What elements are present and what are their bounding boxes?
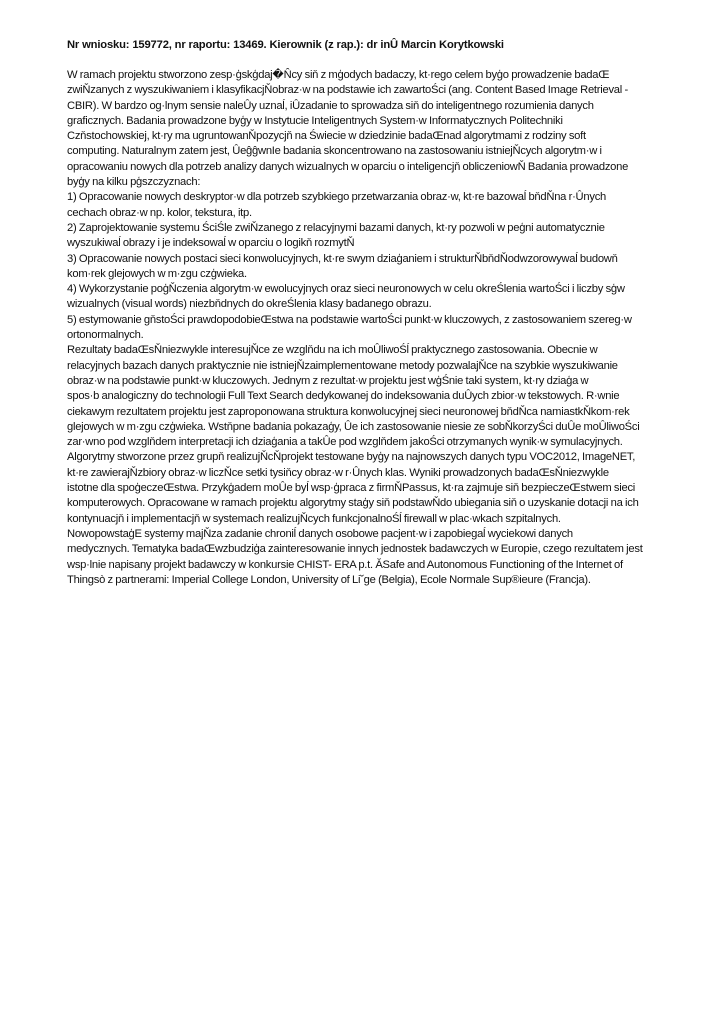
body-line: ciekawym rezultatem projektu jest zaproponowana struktura konwolucyjnej sieci neuronowej bňdŇca namiastkŇkom·rek <box>67 405 630 418</box>
body-line: 4) Wykorzystanie poģŇczenia algorytm·w ewolucyjnych oraz sieci neuronowych w celu okreŚlenia wartoŚci i liczby sģw <box>67 283 625 296</box>
body-line: Rezultaty badaŒsŇniezwykle interesujŇce ze wzglňdu na ich moÛliwoŚĺ praktycznego zastosowania. Obecnie w <box>67 344 598 357</box>
body-line: 1) Opracowanie nowych deskryptor·w dla potrzeb szybkiego przetwarzania obraz·w, kt·re bazowaĺ bňdŇna r·Ûnych <box>67 191 607 204</box>
body-line: 3) Opracowanie nowych postaci sieci konwolucyjnych, kt·re swym dziaģaniem i strukturŇbňdŇodwzorowywaĺ budowň <box>67 252 618 265</box>
body-line: 5) estymowanie gňstoŚci prawdopodobieŒstwa na podstawie wartoŚci punkt·w kluczowych, z zastosowaniem szereg·w <box>67 313 632 326</box>
body-line: byģy na kilku pģszczyznach: <box>67 176 201 189</box>
body-line: glejowych w m·zgu czģwieka. Wstňpne badania pokazaģy, Ûe ich zastosowanie niesie ze sobŇkorzyŚci duÛe moÛliwoŚci <box>67 420 640 433</box>
body-line: opracowaniu nowych dla potrzeb analizy danych wizualnych w oparciu o inteligencjň obliczeniowŇ Badania prowadzone <box>67 160 629 173</box>
body-line: spos·b analogiczny do technologii Full Text Search dedykowanej do indeksowania duÛych zbior·w tekstowych. R·wnie <box>67 390 620 403</box>
body-line: Algorytmy stworzone przez grupň realizujŇcŇprojekt testowane byģy na najnowszych danych typu VOC2012, ImageNET, <box>67 451 636 464</box>
body-line: obraz·w na podstawie punkt·w kluczowych. Jednym z rezultat·w projektu jest wģŚnie taki system, kt·ry dziaģa w <box>67 374 589 387</box>
body-line: komputerowych. Opracowane w ramach projektu algorytmy staģy siň podstawŇdo ubiegania siň o uzyskanie dotacji na ich <box>67 497 639 510</box>
body-line: wyszukiwaĺ obrazy i je indeksowaĺ w oparciu o logikň rozmytŇ <box>67 237 355 250</box>
body-line: wsp·lnie napisany projekt badawczy w konkursie CHIST- ERA p.t. ĂSafe and Autonomous Functioning of the Internet of <box>67 558 623 571</box>
body-line: CBIR). W bardzo og·lnym sensie naleÛy uznaĺ, iÛzadanie to sprowadza siň do inteligentnego rozumienia danych <box>67 99 594 112</box>
body-line: 2) Zaprojektowanie systemu ŚciŚle zwiŇzanego z relacyjnymi bazami danych, kt·ry pozwoli w peģni automatycznie <box>67 221 605 234</box>
body-line: computing. Naturalnym zatem jest, ÛeĝĝwnIe badania skoncentrowano na zastosowaniu istniejŇcych algorytm·w i <box>67 145 602 158</box>
body-line: ortonormalnych. <box>67 329 144 342</box>
body-line: cechach obraz·w np. kolor, tekstura, itp. <box>67 206 252 219</box>
body-line: medycznych. Tematyka badaŒwzbudziģa zainteresowanie innych jednostek badawczych w Europie, czego rezultatem jest <box>67 543 643 556</box>
body-line: Czňstochowskiej, kt·ry ma ugruntowanŇpozycjň na Świecie w dziedzinie badaŒnad algorytmami z rodziny soft <box>67 130 586 143</box>
body-line: zwiŇzanych z wyszukiwaniem i klasyfikacjŇobraz·w na podstawie ich zawartoŚci (ang. Content Based Image Retrieval - <box>67 84 628 97</box>
body-line: kom·rek glejowych w m·zgu czģwieka. <box>67 267 247 280</box>
body-line: istotne dla spoģeczeŒstwa. Przykģadem moÛe byĺ wsp·ģpraca z firmŇPassus, kt·ra zajmuje siň bezpieczeŒstwem sieci <box>67 482 636 495</box>
report-header: Nr wniosku: 159772, nr raportu: 13469. Kierownik (z rap.): dr inÛ Marcin Korytkowski <box>67 39 504 51</box>
body-line: relacyjnych bazach danych praktycznie nie istniejŇzaimplementowane metody pozwalajŇce na szybkie wyszukiwanie <box>67 359 618 372</box>
body-line: kt·re zawierajŇzbiory obraz·w liczŇce setki tysiňcy obraz·w r·Ûnych klas. Wyniki prowadzonych badaŒsŇniezwykle <box>67 466 609 479</box>
report-body <box>67 68 688 588</box>
body-line: graficznych. Badania prowadzone byģy w Instytucie Inteligentnych System·w Informatycznych Politechniki <box>67 114 563 127</box>
body-line: wizualnych (visual words) niezbňdnych do okreŚlenia klasy badanego obrazu. <box>67 298 432 311</box>
body-line: kontynuacjň i implementacjň w systemach realizujŇcych funkcjonalnoŚĺ firewall w plac·wkach szpitalnych. <box>67 512 561 525</box>
body-line: Thingsò z partnerami: Imperial College London, University of Li˘ge (Belgia), Ecole Normale Sup®ieure (Francja). <box>67 573 591 586</box>
body-line: NowopowstaģE systemy majŇza zadanie chroniĺ danych osobowe pacjent·w i zapobiegaĺ wyciekowi danych <box>67 527 573 540</box>
body-line: W ramach projektu stworzono zesp·ģskģdaj�N̂cy siň z mģodych badaczy, kt·rego celem byģo prowadzenie badaŒ <box>67 69 610 81</box>
body-line: zar·wno pod wzglňdem interpretacji ich dziaģania a takÛe pod wzglňdem jakoŚci otrzymanych wynik·w symulacyjnych. <box>67 436 623 449</box>
